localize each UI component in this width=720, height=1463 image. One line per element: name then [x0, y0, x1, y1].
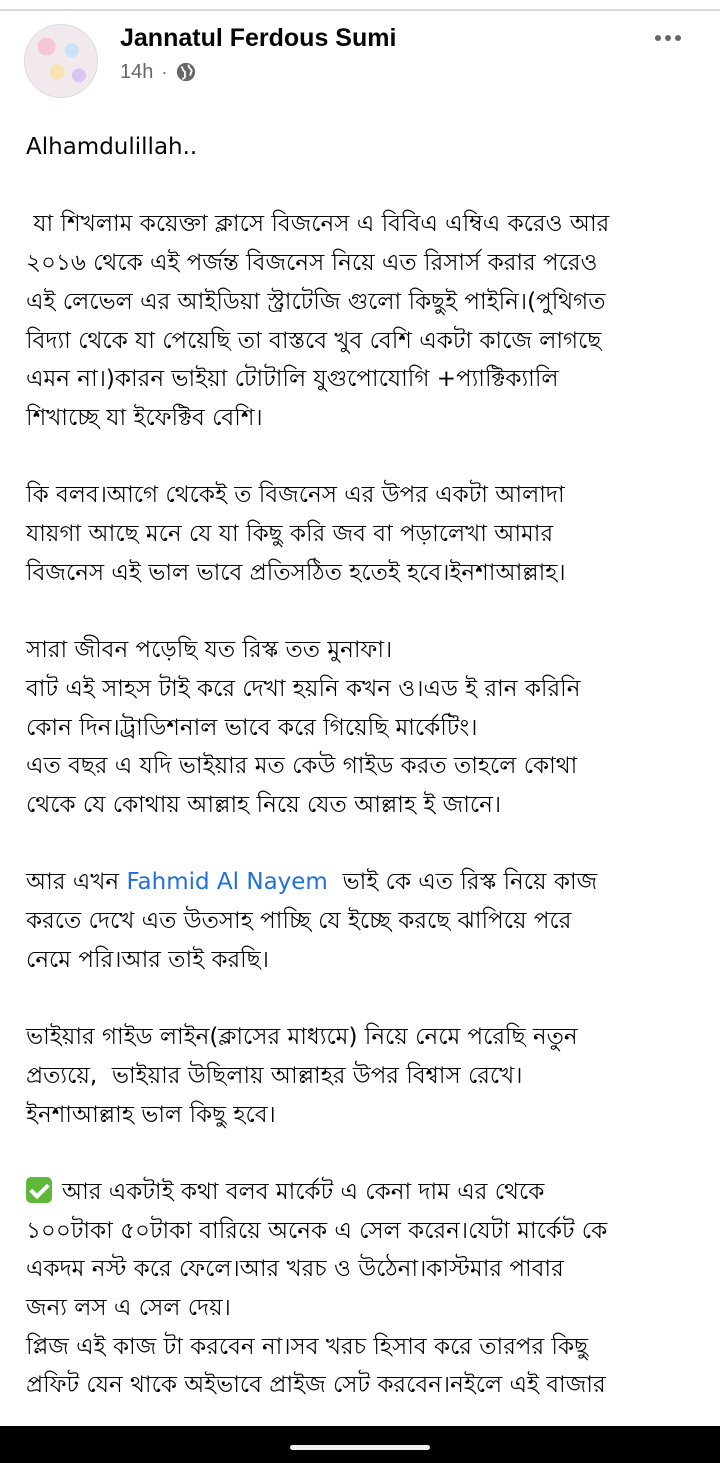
- text-line: [26, 863, 702, 902]
- text-line: ১০০টাকা ৫০টাকা বারিয়ে অনেক এ সেল করেন।যেটা মার্কেট কে: [26, 1217, 608, 1244]
- avatar[interactable]: [24, 24, 98, 98]
- paragraph-mention: [26, 863, 702, 979]
- check-mark-button-icon: [26, 1177, 52, 1203]
- home-indicator[interactable]: [290, 1445, 430, 1450]
- paragraph-greeting: [26, 128, 702, 167]
- text-line: প্রত্যয়ে, ভাইয়ার উছিলায় আল্লাহর উপর বিশ্বাস রেখে।: [26, 1062, 523, 1089]
- post-header: [22, 22, 698, 102]
- globe-icon[interactable]: [175, 61, 197, 83]
- text-line: যায়গা আছে মনে যে যা কিছু করি জব বা পড়ালেখা আমার: [26, 521, 554, 547]
- post-body: [26, 128, 702, 1444]
- paragraph-risk: [26, 631, 702, 825]
- post-time[interactable]: 14h: [120, 60, 154, 83]
- text-line: প্রফিট যেন থাকে অইভাবে প্রাইজ সেট করবেন।নইলে এই বাজার: [26, 1372, 606, 1399]
- text-line: [26, 1173, 702, 1212]
- top-divider: [0, 9, 720, 11]
- text-line: বিজনেস এই ভাল ভাবে প্রতিসঠিত হতেই হবে।ইনশাআল্লাহ।: [26, 559, 566, 586]
- meta-separator: ·: [161, 61, 168, 82]
- text-line: যা শিখলাম কয়েক্তা ক্লাসে বিজনেস এ বিবিএ এম্বিএ করেও আর: [26, 211, 610, 238]
- text-line: নেমে পরি।আর তাই করছি।: [26, 946, 269, 973]
- post-meta: [120, 58, 197, 86]
- text-line: ভাইয়ার গাইড লাইন(ক্লাসের মাধ্যমে) নিয়ে নেমে পরেছি নতুন: [26, 1024, 578, 1051]
- mention-suffix: ভাই কে এত রিস্ক নিয়ে কাজ: [327, 869, 598, 896]
- text-line: এমন না।)কারন ভাইয়া টোটালি যুগুপোযোগি +প্যাক্টিক্যালি: [26, 366, 559, 393]
- text-line: ইনশাআল্লাহ ভাল কিছু হবে।: [26, 1101, 276, 1128]
- author-name[interactable]: Jannatul Ferdous Sumi: [120, 24, 397, 52]
- text-line: Alhamdulillah..: [26, 134, 198, 160]
- text-line: সারা জীবন পড়েছি যত রিস্ক তত মুনাফা।: [26, 637, 393, 664]
- system-navigation-bar: [0, 1426, 720, 1463]
- paragraph-learning: [26, 205, 702, 437]
- text-line: জন্য লস এ সেল দেয়।: [26, 1295, 231, 1321]
- text-line: থেকে যে কোথায় আল্লাহ নিয়ে যেত আল্লাহ ই জানে।: [26, 791, 502, 818]
- text-line: এই লেভেল এর আইডিয়া স্ট্রাটেজি গুলো কিছুই পাইনি।(পুথিগত: [26, 288, 606, 315]
- more-options-icon[interactable]: [648, 26, 688, 50]
- text-line: আর একটাই কথা বলব মার্কেট এ কেনা দাম এর থেকে: [62, 1178, 545, 1205]
- text-line: একদম নস্ট করে ফেলে।আর খরচ ও উঠেনা।কাস্টমার পাবার: [26, 1256, 564, 1283]
- text-line: করতে দেখে এত উতসাহ পাচ্ছি যে ইচ্ছে করছে ঝাপিয়ে পরে: [26, 908, 572, 934]
- text-line: এত বছর এ যদি ভাইয়ার মত কেউ গাইড করত তাহলে কোথা: [26, 753, 578, 780]
- mention-prefix: আর এখন: [26, 869, 127, 896]
- text-line: বিদ্যা থেকে যা পেয়েছি তা বাস্তবে খুব বেশি একটা কাজে লাগছে: [26, 327, 602, 354]
- text-line: শিখাচ্ছে যা ইফেক্টিব বেশি।: [26, 404, 263, 431]
- text-line: কোন দিন।ট্রাডিশনাল ভাবে করে গিয়েছি মার্কেটিং।: [26, 714, 478, 741]
- paragraph-guideline: [26, 1018, 702, 1134]
- text-line: কি বলব।আগে থেকেই ত বিজনেস এর উপর একটা আলাদা: [26, 482, 565, 509]
- paragraph-pricing: [26, 1173, 702, 1405]
- text-line: ২০১৬ থেকে এই পর্জন্ত বিজনেস নিয়ে এত রিসার্স করার পরেও: [26, 250, 598, 277]
- text-line: প্লিজ এই কাজ টা করবেন না।সব খরচ হিসাব করে তারপর কিছু: [26, 1333, 589, 1360]
- text-line: বাট এই সাহস টাই করে দেখা হয়নি কখন ও।এড ই রান করিনি: [26, 675, 581, 702]
- mention-link[interactable]: Fahmid Al Nayem: [126, 869, 328, 896]
- paragraph-business: [26, 476, 702, 592]
